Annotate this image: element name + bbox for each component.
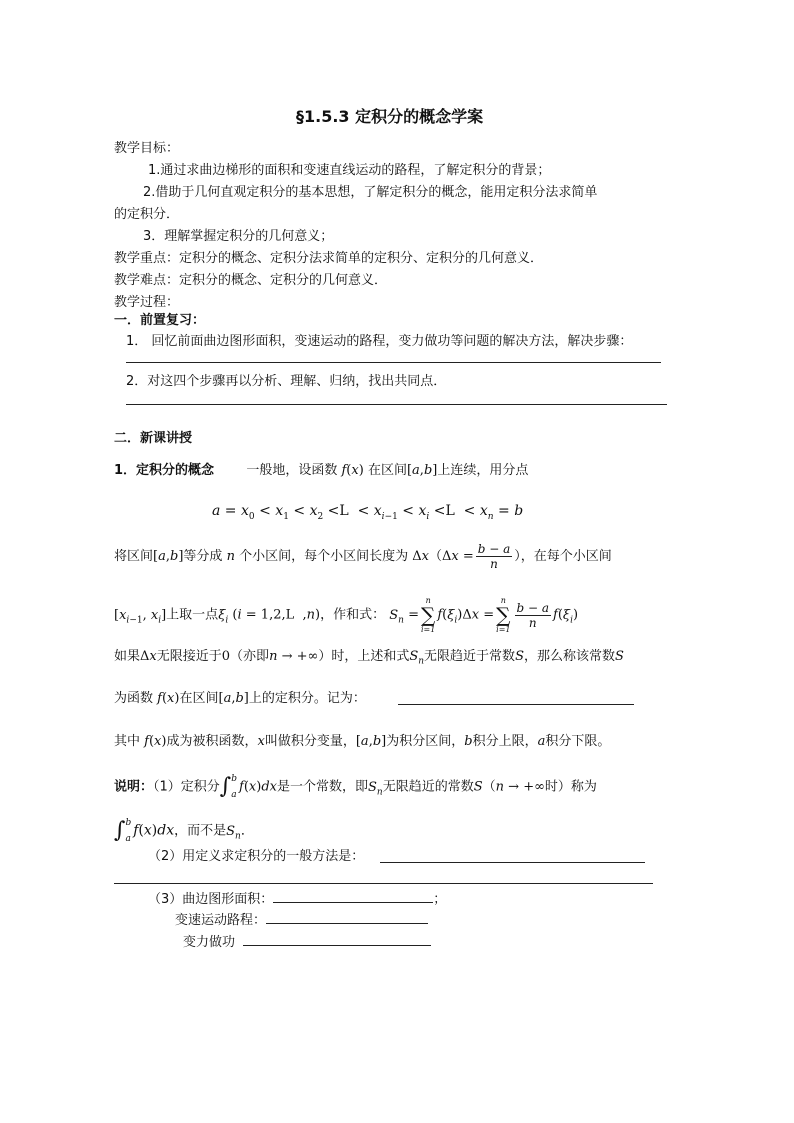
definition-line-1: 1．定积分的概念 一般地，设函数 f(x) 在区间[a,b]上连续，用分点: [114, 463, 529, 478]
formula: （n → +∞: [482, 779, 545, 795]
answer-line[interactable]: [114, 883, 653, 884]
definition-line-5: [114, 690, 366, 708]
formula: $S_n$: [368, 779, 383, 798]
text: 如果: [114, 649, 141, 664]
answer-line[interactable]: [126, 404, 667, 405]
text: 等分成: [183, 549, 223, 564]
review-question-2: 2．对这四个步骤再以分析、理解、归纳，找出共同点．: [126, 374, 447, 389]
answer-line[interactable]: [398, 704, 634, 705]
text: ），在每个小区间: [514, 549, 612, 564]
answer-blank[interactable]: [243, 933, 431, 946]
answer-line[interactable]: [380, 862, 645, 863]
text: 无限趋近的常数: [382, 779, 474, 795]
goal-1: 1.通过求曲边梯形的面积和变速直线运动的路程，了解定积分的背景；: [148, 163, 551, 178]
review-question-1: 1． 回忆前面曲边图形面积，变速运动的路程，变力做功等问题的解决方法，解决步骤：: [126, 334, 633, 349]
partition-formula: $a = x_0 < x_1 < x_2 <L < x_{i-1} < x_i <L < x_n = b$: [212, 503, 524, 522]
answer-blank[interactable]: [273, 890, 433, 903]
note-2: （2）用定义求定积分的一般方法是：: [148, 849, 365, 864]
definition-line-6: [114, 733, 610, 751]
definition-line-3: [$x_{i-1}$, $x_i$]上取一点$\xi_i$ (i = 1,2,L ,n)，作和式： $S_n$ = n ∑ i=1 $f(\xi_i)\Delta x$ = n ∑ i=1 $\frac{b - a}{n}$ $f(\xi_i)$: [114, 596, 579, 634]
formula: Δx（Δx =: [412, 549, 474, 564]
formula: n → +∞: [269, 649, 319, 664]
review-heading: 一．前置复习：: [114, 313, 206, 328]
formula: [a,b]: [406, 463, 438, 478]
goal-2-line-1: 2.借助于几何直观定积分的基本思想，了解定积分的概念，能用定积分法求简单: [143, 185, 598, 200]
formula: [a,b]: [153, 549, 184, 564]
note-1-line-2: ∫ b a f(x)dx，而不是$S_n$．: [114, 818, 254, 844]
answer-line[interactable]: [126, 362, 661, 363]
text: 叫做积分变量，: [264, 734, 356, 749]
text: 上连续，用分点: [437, 463, 529, 478]
formula: $\xi_i$ (i = 1,2,L ,n): [218, 607, 321, 626]
formula: $\frac{b - a}{n}$: [516, 600, 550, 630]
text: 变速运动路程：: [175, 913, 267, 928]
text: 在区间: [367, 463, 407, 478]
answer-blank[interactable]: [266, 911, 428, 924]
text: 将区间: [114, 549, 154, 564]
text: 上的定积分。记为：: [248, 691, 366, 706]
formula: $S_n$: [409, 649, 425, 667]
text: ）时，上述和式: [318, 649, 410, 664]
goals-heading: 教学目标：: [114, 141, 180, 156]
text: 积分上限，: [472, 734, 538, 749]
note-5: [183, 933, 431, 952]
text: 上取一点: [166, 607, 219, 623]
text: （1）定积分: [153, 779, 220, 795]
text: 积分下限。: [545, 734, 611, 749]
text: ，而不是: [174, 823, 227, 839]
formula: b: [464, 734, 473, 749]
new-lesson-heading: 二．新课讲授: [114, 431, 193, 446]
text: ，作和式：: [320, 607, 386, 623]
text: 为积分区间，: [386, 734, 465, 749]
text: 成为被积函数，: [166, 734, 258, 749]
formula: f(x)dx: [239, 779, 277, 795]
formula: f: [341, 463, 347, 478]
formula: n: [226, 549, 235, 564]
formula: ∫ b a: [219, 774, 238, 800]
formula: S: [473, 779, 483, 795]
formula: n ∑ i=1: [420, 596, 436, 634]
formula: ∫ b a: [114, 818, 132, 844]
formula: f(x)dx: [133, 822, 175, 839]
text: 个小区间，每个小区间长度为: [239, 549, 409, 564]
definition-line-2: [114, 542, 612, 571]
definition-line-4: [114, 648, 624, 671]
text: 变力做功: [183, 935, 236, 950]
formula: S: [515, 649, 524, 664]
text: 其中: [114, 734, 141, 749]
goal-3: 3．理解掌握定积分的几何意义；: [143, 229, 334, 244]
formula: f(x): [144, 734, 167, 749]
text: 为函数: [114, 691, 154, 706]
formula: [$x_{i-1}$, $x_i$]: [114, 607, 167, 626]
page-title: §1.5.3 定积分的概念学案: [296, 107, 484, 126]
text: ；: [433, 892, 447, 907]
text: 是一个常数，即: [277, 779, 369, 795]
note-1-line-1: [114, 774, 597, 801]
formula: x: [257, 734, 265, 749]
formula: $S_n$: [226, 823, 241, 842]
text: （亦即: [230, 649, 270, 664]
note-4: [175, 911, 428, 930]
formula: $\frac{b - a}{n}$: [477, 542, 511, 571]
formula: $S_n$ =: [389, 607, 419, 626]
definition-label: 1．定积分的概念: [114, 463, 215, 478]
notes-label: 说明：: [114, 779, 154, 795]
process-heading: 教学过程：: [114, 295, 180, 310]
text: 一般地，设函数: [246, 463, 338, 478]
formula: [a,b]: [218, 691, 249, 706]
goal-2-line-2: 的定积分．: [114, 207, 180, 222]
formula: a: [537, 734, 546, 749]
text: ，那么称该常数: [523, 649, 615, 664]
difficulties: 教学难点：定积分的概念、定积分的几何意义．: [114, 273, 388, 288]
note-3: [148, 890, 446, 909]
formula: Δx: [140, 649, 157, 664]
text: （3）曲边图形面积：: [148, 892, 274, 907]
text: 无限趋近于常数: [424, 649, 516, 664]
key-points: 教学重点：定积分的概念、定积分法求简单的定积分、定积分的几何意义．: [114, 251, 544, 266]
formula: S: [614, 649, 624, 664]
formula: n ∑ i=1: [496, 596, 511, 634]
text: 在区间: [179, 691, 219, 706]
text: 无限接近于: [156, 649, 222, 664]
text: 时）称为: [544, 779, 597, 795]
formula: 0: [221, 649, 231, 664]
formula: [a,b]: [355, 734, 387, 749]
formula: f(x): [157, 691, 180, 706]
